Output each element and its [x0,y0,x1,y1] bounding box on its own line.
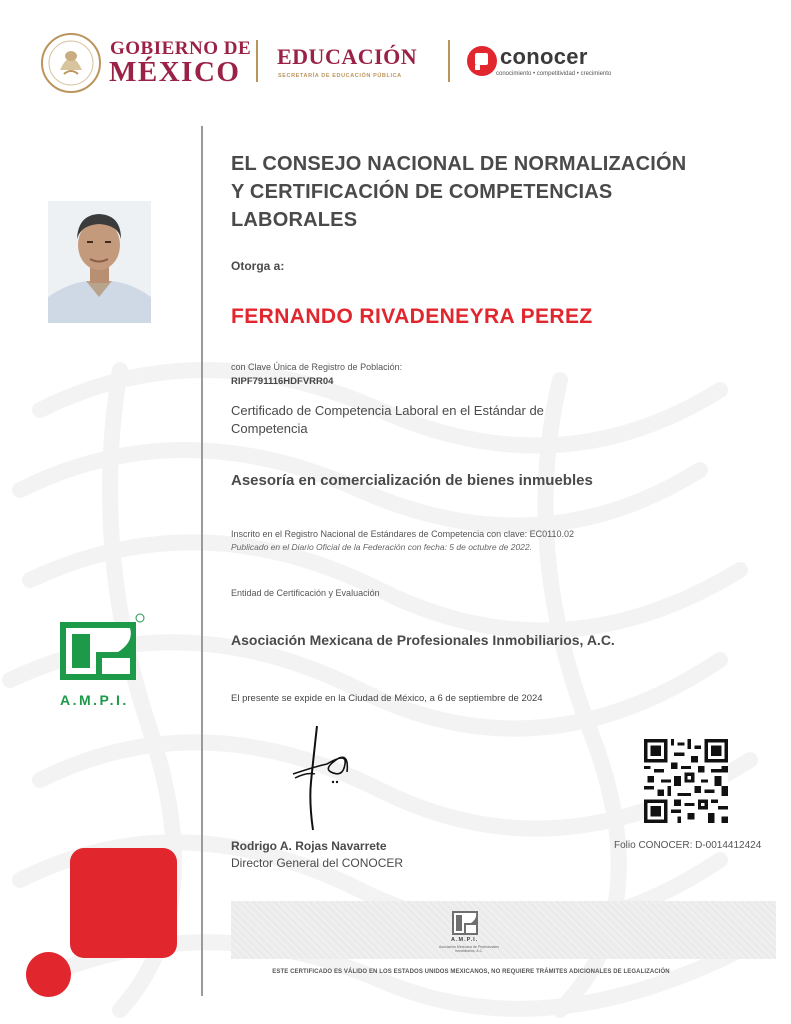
educacion-title: EDUCACIÓN [277,44,418,69]
ampi-logo-text: A.M.P.I. [60,692,129,708]
legal-notice: ESTE CERTIFICADO ES VÁLIDO EN LOS ESTADOS UNIDOS MEXICANOS, NO REQUIERE TRÁMITES ADICIONALES DE LEGALIZACIÓN [272,969,670,975]
council-heading: EL CONSEJO NACIONAL DE NORMALIZACIÓN Y CERTIFICACIÓN DE COMPETENCIAS LABORALES [231,153,687,231]
registry-text: Inscrito en el Registro Nacional de Estándares de Competencia con clave: EC0110.02 [231,529,575,539]
footer-ampi-subtitle: Asociación Mexicana de Profesionales Inmobiliarios, A.C. [439,945,499,953]
certificate-type: Certificado de Competencia Laboral en el Estándar de Competencia [231,403,544,436]
header-separator [448,40,450,82]
conocer-wordmark: conocer [500,44,588,69]
decorative-red-square [70,848,177,958]
standard-name: Asesoría en comercialización de bienes inmuebles [231,472,593,489]
educacion-subtitle: SECRETARÍA DE EDUCACIÓN PÚBLICA [278,73,402,79]
curp-value: RIPF791116HDFVRR04 [231,376,334,387]
signature-image [287,722,367,832]
folio-number: Folio CONOCER: D-0014412424 [614,840,762,851]
header-separator [256,40,258,82]
gobierno-line1: GOBIERNO DE [110,38,252,59]
recipient-photo [48,201,151,323]
conocer-tagline: conocimiento • competitividad • crecimiento [496,71,612,77]
publication-text: Publicado en el Diario Oficial de la Federación con fecha: 5 de octubre de 2022. [231,542,532,552]
otorga-label: Otorga a: [231,259,285,273]
decorative-red-circle [26,952,71,997]
curp-label: con Clave Única de Registro de Población: [231,362,403,372]
entity-name: Asociación Mexicana de Profesionales Inmobiliarios, A.C. [231,632,615,648]
signer-title: Director General del CONOCER [231,856,404,870]
gobierno-line2: MÉXICO [109,56,241,88]
vertical-divider [201,126,203,996]
signer-name: Rodrigo A. Rojas Navarrete [231,839,387,853]
entity-label: Entidad de Certificación y Evaluación [231,588,380,598]
ampi-logo-icon [56,612,146,682]
issue-statement: El presente se expide en la Ciudad de México, a 6 de septiembre de 2024 [231,693,543,704]
footer-ampi-text: A.M.P.I. [451,937,479,943]
footer-ampi-logo-icon [451,910,479,936]
conocer-logo-icon [466,45,500,77]
national-seal-icon [40,32,102,94]
qr-code[interactable] [644,739,728,823]
recipient-name: FERNANDO RIVADENEYRA PEREZ [231,305,593,328]
